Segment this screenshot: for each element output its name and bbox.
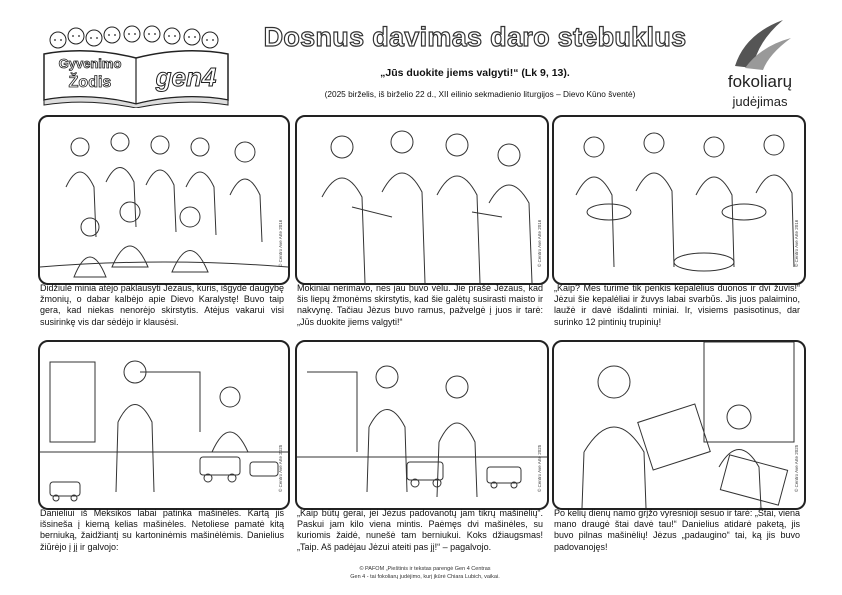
panel-2-caption: Mokiniai nerimavo, nes jau buvo vėlu. Jie prašė Jėzaus, kad šis liepų žmonėms skirstytis, kad šie galėtų susirasti maisto ir nakvynę. Tačiau Jėzus buvo ramus, pažvelgė į juos ir tarė: „Jūs duokite jiems valgyti!“ (297, 283, 543, 327)
page-footer (290, 565, 560, 581)
footer-line1: © PAFOM „Pieštinis ir tekstas parengė Gen 4 Centras (359, 566, 491, 572)
panel-6-credit: © Centro Ave Arte 2025 (794, 444, 799, 492)
bible-quote: „Jūs duokite jiems valgyti!“ (Lk 9, 13). (380, 67, 570, 79)
gen4-badge: gen4 (155, 62, 217, 92)
panel-6-illustration (552, 340, 806, 510)
panel-2-illustration (295, 115, 549, 285)
panel-4-credit: © Centro Ave Arte 2025 (278, 444, 283, 492)
fokoliaru-logo (705, 16, 815, 111)
brand-line2: judėjimas (732, 94, 788, 109)
brand-line1: fokoliarų (727, 72, 793, 91)
panel-1-caption: Didžiulė minia atėjo paklausyti Jėzaus, kuris, išgydė daugybę žmonių, o dabar kalbėjo apie Dievo Karalystę! Buvo taip gera, kad niekas nenorėjo skirstytis. Atėjus vakarui visi susirinkę vis dar sėdėjo ir klausėsi. (40, 283, 284, 327)
panel-4-illustration (38, 340, 290, 510)
page-title: Dosnus davimas daro stebuklus (263, 22, 687, 52)
gyvenimo-zodis-logo (36, 18, 236, 108)
panel-5-credit: © Centro Ave Arte 2025 (537, 444, 542, 492)
panel-1-credit: © Centro Ave Arte 2016 (278, 219, 283, 267)
logo-line2: Žodis (68, 74, 112, 91)
panel-2-credit: © Centro Ave Arte 2016 (537, 219, 542, 267)
panel-5-caption: „Kaip būtų gerai, jei Jėzus padovanotų jam tikrų mašinėlių“. Paskui jam kilo viena mintis. Paėmęs dvi mašinėles, su kuriomis žaidė, nunešė tam berniukui. Koks džiaugsmas! „Taip. Aš padėjau Jėzui ateiti pas jį!“ – pagalvojo. (297, 508, 543, 552)
panel-1-illustration (38, 115, 290, 285)
panel-3-caption: „Kaip? Mes turime tik penkis kepalėlius duonos ir dvi žuvis!“ Jėzui šie kepalėliai ir žuvys labai svarbūs. Jis juos palaimino, laužė ir davė išdalinti miniai. Ir, visiems pasisotinus, dar surinko 12 pintinių trupinių! (554, 283, 800, 327)
panel-3-credit: © Centro Ave Arte 2016 (794, 219, 799, 267)
logo-line1: Gyvenimo (58, 56, 122, 71)
flame-icon (705, 16, 815, 72)
footer-line2: Gen 4 - tai fokoliarų judėjimo, kurį įkūrė Chiara Lubich, vaikai. (350, 574, 500, 580)
panel-6-caption: Po kelių dienų namo grįžo vyresnioji sesuo ir tarė: „Štai, viena mano draugė štai davė tau!“ Danielius atidarė paketą, jis buvo pilnas mašinėlių! Jėzus „padaugino“ tai, ką jis buvo padovanojęs! (554, 508, 800, 552)
panel-5-illustration (295, 340, 549, 510)
page-subtitle: (2025 birželis, iš birželio 22 d., XII eilinio sekmadienio liturgijos – Dievo Kūno šventė) (324, 89, 636, 99)
panel-4-caption: Danieliui iš Meksikos labai patinka mašinėlės. Kartą jis išsineša į kiemą kelias mašinėles. Netoliese pamatė kitą berniuką, žaidžiantį su kartoninėmis mašinėlėmis. Danielius žiūrėjo į jį ir galvojo: (40, 508, 284, 552)
panel-3-illustration (552, 115, 806, 285)
